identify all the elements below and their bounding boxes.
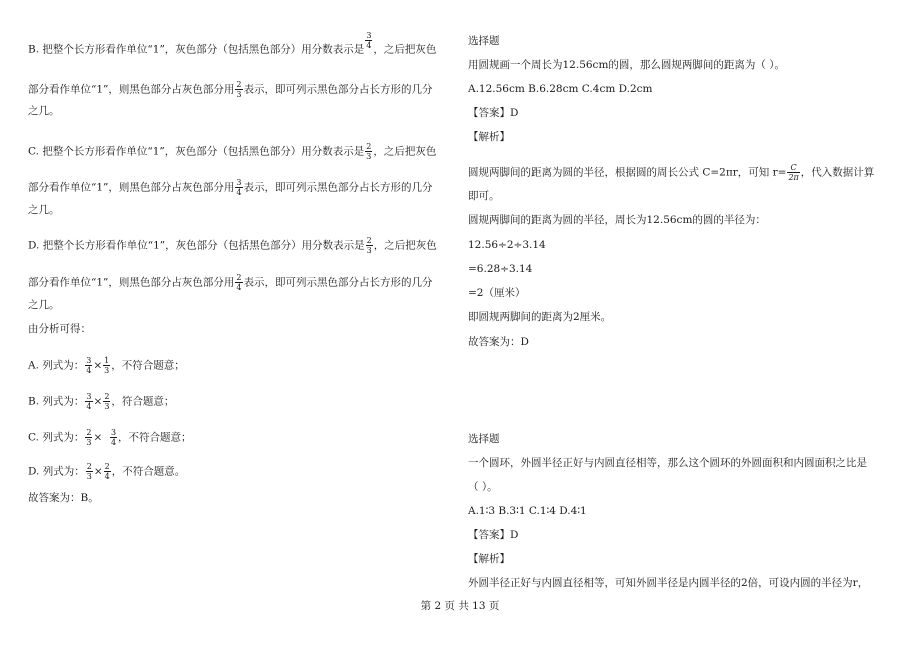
option-b-line-3: 之几。 bbox=[28, 105, 60, 117]
q2-explain-1: 外圆半径正好与内圆直径相等，可知外圆半径是内圆半径的2倍，可设内圆的半径为r， bbox=[468, 577, 869, 589]
fraction-1-3: $\frac{1}{3}$ bbox=[104, 356, 110, 375]
fraction-2-4: $\frac{2}{4}$ bbox=[236, 273, 242, 292]
left-conclusion: 故答案为：B。 bbox=[28, 492, 99, 504]
fraction-3-4: $\frac{3}{4}$ bbox=[110, 428, 117, 447]
q1-explain-4: 12.56÷2÷3.14 bbox=[468, 239, 546, 251]
fraction-3-4: $\frac{3}{4}$ bbox=[86, 392, 92, 411]
option-d-line-3: 之几。 bbox=[28, 299, 60, 311]
fraction-2-3: $\frac{2}{3}$ bbox=[86, 462, 92, 481]
fraction-2-3: $\frac{2}{3}$ bbox=[104, 392, 110, 411]
fraction-2-3: $\frac{2}{3}$ bbox=[86, 428, 92, 447]
option-b-line-2: 部分看作单位“1”，则黑色部分占灰色部分用 $\frac{2}{3}$ 表示，即可列示黑色部分占长方形的几分 bbox=[28, 80, 433, 99]
fraction-3-4: $\frac{3}{4}$ bbox=[236, 178, 242, 197]
calc-option-d: D. 列式为： $\frac{2}{3}$ × $\frac{2}{4}$ ，不符合题意。 bbox=[28, 462, 186, 481]
option-c-line-3: 之几。 bbox=[28, 204, 60, 216]
fraction-3-4: $\frac{3}{4}$ bbox=[86, 356, 92, 375]
q1-explain-5: =6.28÷3.14 bbox=[468, 263, 533, 275]
q1-options: A.12.56cm B.6.28cm C.4cm D.2cm bbox=[468, 83, 653, 95]
q1-answer: 【答案】D bbox=[468, 107, 519, 119]
q2-options: A.1∶3 B.3∶1 C.1∶4 D.4∶1 bbox=[468, 505, 587, 517]
option-d-line-2: 部分看作单位“1”，则黑色部分占灰色部分用 $\frac{2}{4}$ 表示，即可列示黑色部分占长方形的几分 bbox=[28, 273, 433, 292]
page-footer: 第 2 页 共 13 页 bbox=[420, 600, 500, 612]
q1-explain-1: 圆规两脚间的距离为圆的半径，根据圆的周长公式 C=2πr，可知 r= $\frac{C}{2\pi}$ ，代入数据计算 bbox=[468, 163, 875, 182]
q1-explain-7: 即圆规两脚间的距离为2厘米。 bbox=[468, 311, 612, 323]
option-c-line-1: C. 把整个长方形看作单位“1”，灰色部分（包括黑色部分）用分数表示是 $\frac{2}{3}$ ，之后把灰色 bbox=[28, 142, 437, 161]
q2-text: 一个圆环，外圆半径正好与内圆直径相等，那么这个圆环的外圆面积和内圆面积之比是 bbox=[468, 457, 867, 469]
option-b-line-1: B. 把整个长方形看作单位“1”，灰色部分（包括黑色部分）用分数表示是 $\frac{3}{4}$ ，之后把灰色 bbox=[28, 31, 437, 56]
option-d-line-1: D. 把整个长方形看作单位“1”，灰色部分（包括黑色部分）用分数表示是 $\frac{2}{3}$ ，之后把灰色 bbox=[28, 236, 437, 255]
fraction-2-3: $\frac{2}{3}$ bbox=[366, 142, 372, 161]
q1-explain-6: =2（厘米） bbox=[468, 287, 526, 299]
q1-explain-8: 故答案为：D bbox=[468, 336, 529, 348]
q2-text-2: （ ）。 bbox=[468, 481, 498, 493]
q1-explain-2: 即可。 bbox=[468, 190, 500, 202]
calc-option-a: A. 列式为： $\frac{3}{4}$ × $\frac{1}{3}$ ，不符合题意； bbox=[28, 356, 185, 375]
q2-type: 选择题 bbox=[468, 433, 500, 445]
fraction-3-4: $\frac{3}{4}$ bbox=[366, 31, 372, 50]
fraction-2-3: $\frac{2}{3}$ bbox=[366, 236, 372, 255]
analysis-heading: 由分析可得： bbox=[28, 323, 91, 335]
fraction-2-3: $\frac{2}{3}$ bbox=[236, 80, 242, 99]
fraction-2-4: $\frac{2}{4}$ bbox=[104, 462, 110, 481]
q2-answer: 【答案】D bbox=[468, 529, 519, 541]
option-c-line-2: 部分看作单位“1”，则黑色部分占灰色部分用 $\frac{3}{4}$ 表示，即可列示黑色部分占长方形的几分 bbox=[28, 178, 433, 197]
q1-jiexi: 【解析】 bbox=[468, 131, 510, 143]
q1-type: 选择题 bbox=[468, 35, 500, 47]
q2-jiexi: 【解析】 bbox=[468, 553, 510, 565]
formula-c-over-2pi: $\frac{C}{2\pi}$ bbox=[788, 163, 799, 182]
q1-explain-3: 圆规两脚间的距离为圆的半径，周长为12.56cm的圆的半径为： bbox=[468, 214, 766, 226]
calc-option-b: B. 列式为： $\frac{3}{4}$ × $\frac{2}{3}$ ，符合题意； bbox=[28, 392, 175, 411]
q1-text: 用圆规画一个周长为12.56cm的圆，那么圆规两脚间的距离为（ ）。 bbox=[468, 59, 785, 71]
calc-option-c: C. 列式为： $\frac{2}{3}$ × $\frac{3}{4}$ ，不符合题意； bbox=[28, 428, 192, 447]
